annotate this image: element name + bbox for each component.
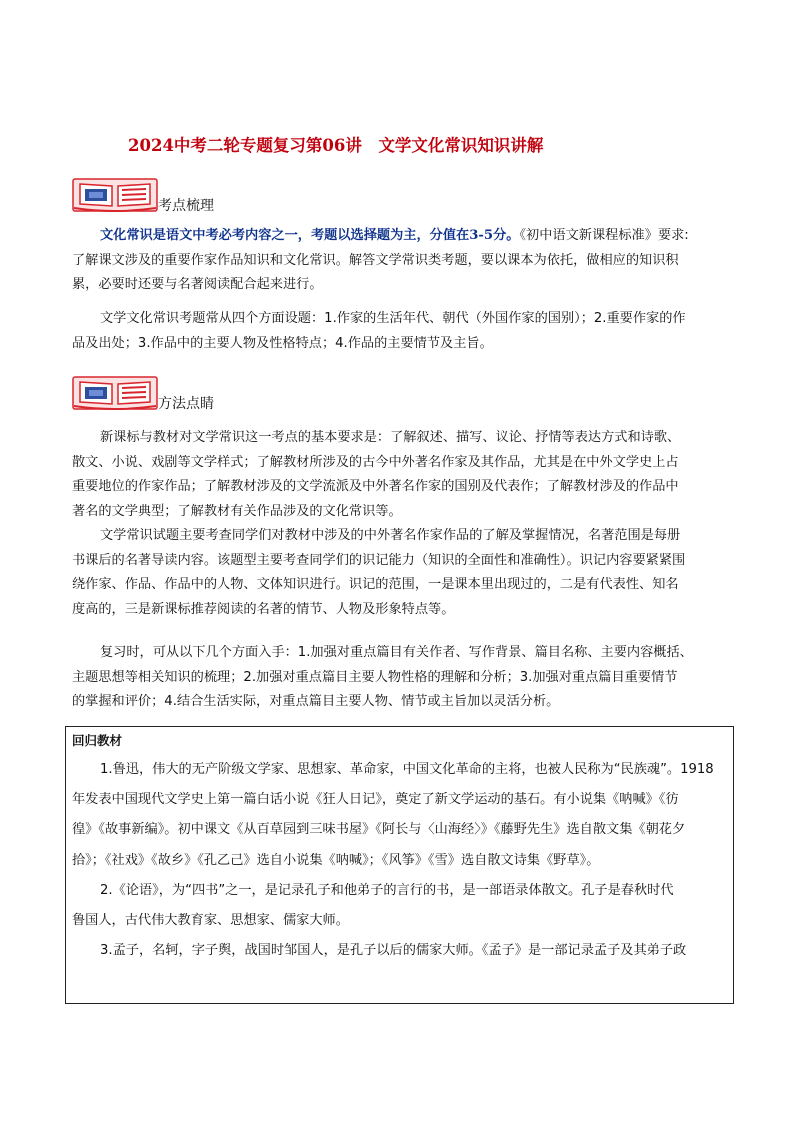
text-line: 绕作家、作品、作品中的人物、文体知识进行。识记的范围，一是课本里出现过的，二是有代表性、知名 [72, 577, 679, 593]
text-line: 2.《论语》，为“四书”之一，是记录孔子和他弟子的言行的书，是一部语录体散文。孔子是春秋时代 [100, 882, 674, 898]
text-line-rest: 《初中语文新课程标准》要求: [519, 228, 689, 243]
section2-paragraph-3 [72, 641, 732, 715]
box-title: 回归教材 [72, 733, 123, 748]
text-line: 新课标与教材对文学常识这一考点的基本要求是：了解叙述、描写、议论、抒情等表达方式和诗歌、 [100, 430, 681, 445]
section-label: 方法点睛 [158, 396, 214, 412]
section-header-fangfa [72, 376, 372, 414]
text-line: 主题思想等相关知识的梳理；2.加强对重点篇目主要人物性格的理解和分析；3.加强对重点篇目重要情节 [72, 669, 678, 685]
text-line: 3.孟子，名轲，字子舆，战国时邹国人，是孔子以后的儒家大师。《孟子》是一部记录孟子及其弟子政 [100, 943, 687, 959]
textbook-review-box [65, 726, 734, 1004]
text-line: 的掌握和评价；4.结合生活实际，对重点篇目主要人物、情节或主旨加以灵活分析。 [72, 694, 560, 710]
text-line: 拾》；《社戏》《故乡》《孔乙己》选自小说集《呐喊》；《风筝》《雪》选自散文诗集《野草》。 [72, 852, 600, 868]
text-line: 文学文化常识考题常从四个方面设题：1.作家的生活年代、朝代（外国作家的国别）；2.重要作家的作 [100, 311, 686, 326]
section2-paragraph-2 [72, 524, 732, 622]
emphasis-text: 文化常识是语文中考必考内容之一，考题以选择题为主，分值在3-5分。 [100, 228, 520, 243]
text-line: 书课后的名著导读内容。该题型主要考查同学们的识记能力（知识的全面性和准确性）。识记内容要紧紧围 [72, 552, 686, 568]
text-line: 累，必要时还要与名著阅读配合起来进行。 [72, 277, 323, 293]
document-title: 2024中考二轮专题复习第06讲 文学文化常识知识讲解 [128, 136, 544, 155]
text-line: 了解课文涉及的重要作家作品知识和文化常识。解答文学常识类考题，要以课本为依托，做相应的知识积 [72, 252, 679, 268]
section1-paragraph-2-text [72, 307, 732, 356]
book-banner-icon [72, 376, 158, 410]
text-line: 1.鲁迅，伟大的无产阶级文学家、思想家、革命家，中国文化革命的主将，也被人民称为“民族魂”。1918 [100, 762, 714, 777]
text-line: 鲁国人，古代伟大教育家、思想家、儒家大师。 [72, 913, 349, 929]
text-line: 徨》《故事新编》。初中课文《从百草园到三味书屋》《阿长与〈山海经〉》《藤野先生》选自散文集《朝花夕 [72, 822, 686, 838]
text-line: 年发表中国现代文学史上第一篇白话小说《狂人日记》，奠定了新文学运动的基石。有小说集《呐喊》《彷 [72, 792, 679, 808]
text-line: 文学常识试题主要考查同学们对教材中涉及的中外著名作家作品的了解及掌握情况，名著范围是每册 [100, 528, 681, 543]
section1-paragraph-1 [72, 224, 732, 298]
text-line: 品及出处；3.作品中的主要人物及性格特点；4.作品的主要情节及主旨。 [72, 335, 493, 351]
section-label: 考点梳理 [158, 198, 214, 214]
text-line: 重要地位的作家作品；了解教材涉及的文学流派及中外著名作家的国别及代表作；了解教材涉及的作品中 [72, 479, 679, 495]
text-line [72, 224, 732, 249]
text-line: 著名的文学典型；了解教材有关作品涉及的文化常识等。 [72, 503, 402, 519]
text-line: 度高的，三是新课标推荐阅读的名著的情节、人物及形象特点等。 [72, 601, 455, 617]
book-banner-icon [72, 178, 158, 212]
text-line: 散文、小说、戏剧等文学样式；了解教材所涉及的古今中外著名作家及其作品，尤其是在中外文学史上占 [72, 454, 679, 470]
section-header-kaodian [72, 178, 372, 216]
box-body [72, 755, 728, 966]
section2-paragraph-1 [72, 426, 732, 524]
text-line: 复习时，可从以下几个方面入手：1.加强对重点篇目有关作者、写作背景、篇目名称、主要内容概括、 [100, 645, 693, 660]
